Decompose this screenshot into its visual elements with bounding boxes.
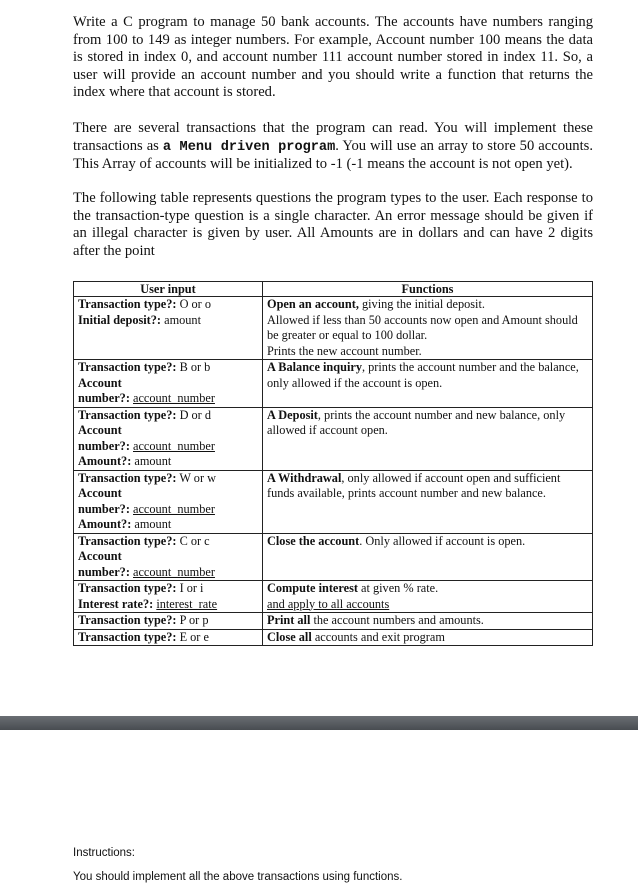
function-text: at given % rate.	[357, 581, 439, 595]
function-text: accounts and exit program	[311, 629, 445, 644]
menu-driven-emphasis: a Menu driven program	[162, 139, 336, 155]
function-name: Compute interest	[267, 581, 358, 595]
amount-value: amount	[134, 517, 172, 531]
function-name: Print all	[267, 613, 311, 627]
transactions-text-1: There are several transactions that the program can read. You will implement these transactions as	[73, 120, 593, 154]
function-detail: Allowed if less than 50 accounts now open and Amount should be greater or equal to 100 dollar.	[267, 312, 578, 342]
options-value: D or d	[179, 407, 211, 422]
function-cell	[263, 613, 593, 630]
function-name: Open an account,	[267, 297, 359, 311]
account-number-value: account_number	[133, 391, 215, 405]
function-name: Close the account	[267, 533, 360, 548]
interest-rate-value: interest_rate	[156, 596, 218, 611]
table-row-balance	[74, 360, 593, 408]
table-row-interest	[74, 581, 593, 613]
instructions-text: You should implement all the above transactions using functions.	[73, 871, 403, 883]
options-value: B or b	[179, 360, 211, 374]
label-transaction-type: Transaction type?:	[78, 407, 177, 422]
label-account: Account	[78, 375, 122, 390]
options-value: E or e	[179, 629, 209, 644]
input-cell	[74, 470, 263, 533]
function-name: A Withdrawal	[267, 470, 342, 485]
label-number: number?:	[78, 564, 130, 579]
table-row-open	[74, 297, 593, 360]
account-number-value: account_number	[133, 564, 215, 579]
input-cell	[74, 297, 263, 360]
table-row-withdrawal	[74, 470, 593, 533]
amount-value: amount	[134, 454, 172, 468]
function-cell	[263, 581, 593, 613]
label-interest-rate: Interest rate?:	[78, 596, 154, 611]
table-row-close	[74, 533, 593, 581]
label-number: number?:	[78, 501, 130, 516]
options-value: P or p	[179, 613, 209, 627]
function-name: A Balance inquiry	[267, 360, 362, 374]
initial-deposit-value: amount	[164, 312, 201, 327]
table-intro-paragraph: The following table represents questions the program types to the user. Each response to the transaction-type question is a single character. An error message should be given if an illegal character is given by user. All Amounts are in dollars and can have 2 digits after the point	[73, 190, 593, 259]
function-name: A Deposit	[267, 407, 318, 422]
function-detail: and apply to all accounts	[267, 596, 390, 611]
label-account: Account	[78, 486, 122, 500]
table-row-exit	[74, 629, 593, 646]
table-header-row	[74, 282, 593, 297]
function-cell	[263, 360, 593, 408]
function-text: , prints the account number and new balance, only allowed if account open.	[267, 407, 566, 437]
label-transaction-type: Transaction type?:	[78, 629, 177, 644]
label-transaction-type: Transaction type?:	[78, 613, 177, 627]
input-cell	[74, 629, 263, 646]
label-account: Account	[78, 423, 122, 437]
label-account: Account	[78, 549, 122, 563]
transactions-text-2: . You will use an array to store 50 accounts. This Array of accounts will be initialized to -1 (-1 means the account is not open yet).	[73, 137, 593, 172]
table-row-print	[74, 613, 593, 630]
label-amount: Amount?:	[78, 454, 132, 468]
table-row-deposit	[74, 407, 593, 470]
function-text: . Only allowed if account is open.	[359, 533, 526, 548]
input-cell	[74, 613, 263, 630]
document-page-2	[0, 730, 638, 894]
label-number: number?:	[78, 391, 130, 405]
options-value: I or i	[179, 581, 204, 595]
account-number-value: account_number	[133, 501, 215, 516]
label-amount: Amount?:	[78, 517, 132, 531]
function-text: , only allowed if account open and sufficient funds available, prints account number and new balance.	[267, 470, 561, 500]
label-transaction-type: Transaction type?:	[78, 360, 177, 374]
label-transaction-type: Transaction type?:	[78, 297, 177, 311]
header-functions: Functions	[263, 282, 593, 297]
function-cell	[263, 470, 593, 533]
function-name: Close all	[267, 629, 312, 644]
function-detail: Prints the new account number.	[267, 343, 422, 358]
function-text: , prints the account number and the balance, only allowed if the account is open.	[267, 360, 579, 390]
options-value: W or w	[179, 470, 217, 485]
intro-paragraph: Write a C program to manage 50 bank accounts. The accounts have numbers ranging from 100 to 149 as integer numbers. For example, Account number 100 means the data is stored in index 0, and account number 111 account number stored in index 11. So, a user will provide an account number and you should write a function that returns the index where that account is stored.	[73, 14, 593, 100]
function-cell	[263, 407, 593, 470]
input-cell	[74, 533, 263, 581]
function-text: giving the initial deposit.	[358, 297, 485, 311]
input-cell	[74, 360, 263, 408]
page-divider	[0, 716, 638, 730]
account-number-value: account_number	[133, 438, 215, 453]
header-user-input: User input	[74, 282, 263, 297]
transactions-table	[73, 281, 593, 646]
function-cell	[263, 533, 593, 581]
label-initial-deposit: Initial deposit?:	[78, 312, 162, 327]
function-text: the account numbers and amounts.	[310, 613, 484, 627]
instructions-heading: Instructions:	[73, 847, 135, 859]
options-value: C or c	[179, 533, 210, 548]
function-cell	[263, 629, 593, 646]
function-cell	[263, 297, 593, 360]
label-transaction-type: Transaction type?:	[78, 533, 177, 548]
label-transaction-type: Transaction type?:	[78, 470, 177, 485]
label-number: number?:	[78, 438, 130, 453]
label-transaction-type: Transaction type?:	[78, 581, 177, 595]
input-cell	[74, 407, 263, 470]
options-value: O or o	[179, 297, 211, 311]
input-cell	[74, 581, 263, 613]
transactions-paragraph	[73, 120, 593, 174]
